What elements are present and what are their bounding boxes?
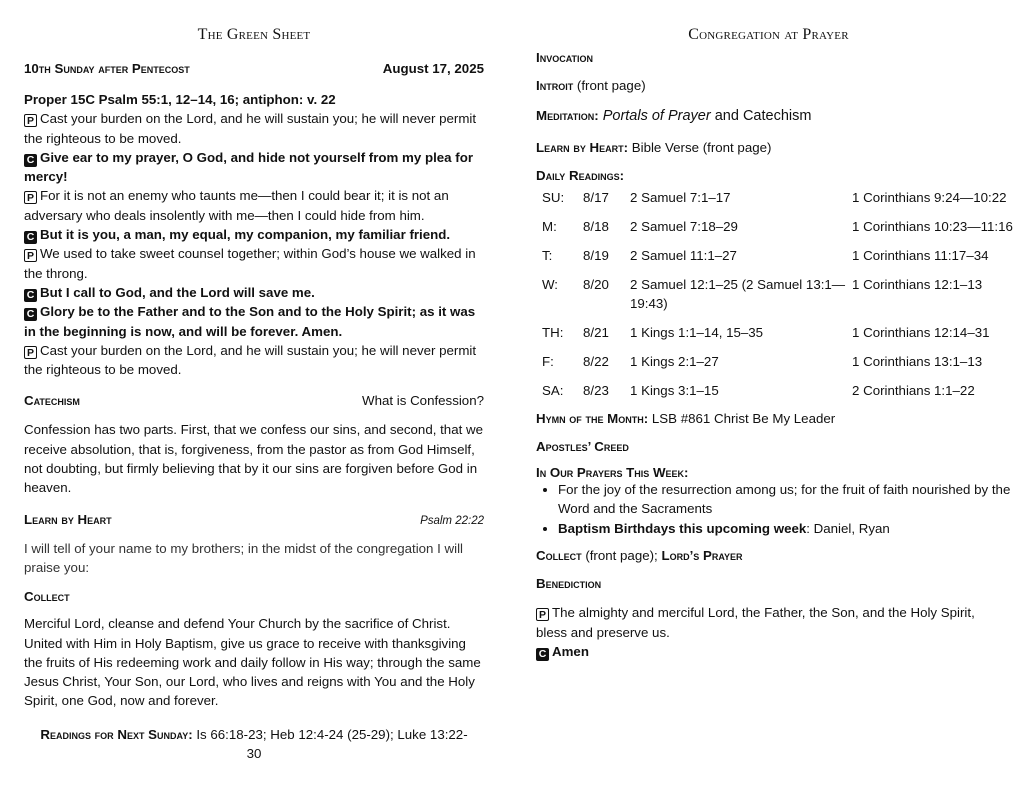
- reading-nt: 1 Corinthians 10:23—11:16: [852, 218, 1013, 234]
- psalm-responsive: [24, 109, 484, 379]
- reading-ot: 2 Samuel 7:18–29: [630, 218, 738, 234]
- introit-note: (front page): [576, 78, 646, 93]
- next-sunday-readings: Is 66:18-23; Heb 12:4-24 (25-29); Luke 13:22-30: [196, 726, 468, 762]
- reading-date: 8/20: [583, 276, 609, 292]
- reading-date: 8/22: [583, 353, 609, 369]
- reading-date: 8/17: [583, 189, 609, 205]
- collect-label: Collect: [536, 548, 582, 564]
- learn-value: Bible Verse (front page): [631, 139, 772, 155]
- lords-prayer: Lord’s Prayer: [661, 548, 743, 564]
- psalm-line: [24, 302, 484, 341]
- reading-ot: 1 Kings 1:1–14, 15–35: [630, 324, 764, 340]
- psalm-line: [24, 148, 484, 187]
- psalm-line: [24, 109, 484, 148]
- benediction-heading: Benediction: [536, 576, 602, 592]
- occasion: 10th Sunday after Pentecost: [24, 61, 190, 76]
- reading-day: M:: [542, 218, 557, 234]
- reading-row: [540, 347, 1024, 376]
- reading-row: [540, 183, 1024, 212]
- amen: Amen: [552, 643, 589, 659]
- catechism-text: Confession has two parts. First, that we confess our sins, and second, that we receive absolution, that is, forgiveness, from the pastor as from God Himself, not doubting, but firmly believing that by it our sins are forgiven before God in heaven.: [24, 422, 483, 496]
- learn-heading-row: [24, 512, 484, 527]
- reading-day: T:: [542, 247, 553, 263]
- psalm-line: [24, 225, 484, 244]
- meditation-label: Meditation:: [536, 108, 599, 124]
- pastor-badge-icon: P: [24, 346, 37, 359]
- reading-nt: 1 Corinthians 12:1–13: [852, 276, 983, 292]
- psalm-line-text: Glory be to the Father and to the Son and to the Holy Spirit; as it was in the beginning is now, and will be forever. Amen.: [24, 304, 476, 339]
- psalm-line-text: But it is you, a man, my equal, my companion, my familiar friend.: [40, 227, 451, 243]
- psalm-heading: Proper 15C Psalm 55:1, 12–14, 16; antiphon: v. 22: [24, 92, 336, 107]
- reading-nt: 1 Corinthians 13:1–13: [852, 353, 983, 369]
- psalm-line-text: For it is not an enemy who taunts me—then I could bear it; it is not an adversary who deals insolently with me—then I could hide from him.: [24, 188, 449, 223]
- prayers-heading: In Our Prayers This Week:: [536, 465, 689, 481]
- collect-heading: Collect: [24, 589, 70, 605]
- congregation-badge-icon: C: [536, 648, 549, 661]
- sheet-title: The Green Sheet: [197, 26, 311, 43]
- reading-date: 8/21: [583, 324, 609, 340]
- reading-ot: 1 Kings 2:1–27: [630, 353, 719, 369]
- reading-day: SU:: [542, 189, 565, 205]
- creed: Apostles’ Creed: [536, 439, 629, 455]
- reading-nt: 1 Corinthians 11:17–34: [852, 247, 989, 263]
- reading-day: W:: [542, 276, 559, 292]
- catechism-heading-row: [24, 393, 484, 408]
- prayer-item: [558, 519, 1024, 538]
- baptism-birthdays-label: Baptism Birthdays this upcoming week: [558, 520, 807, 536]
- reading-ot: 2 Samuel 12:1–25 (2 Samuel 13:1—19:43): [630, 276, 846, 311]
- left-column: [24, 0, 484, 763]
- meditation-title: Portals of Prayer: [602, 108, 711, 125]
- psalm-line-text: We used to take sweet counsel together; within God’s house we walked in the throng.: [24, 246, 476, 281]
- learn-line: [536, 138, 1024, 157]
- psalm-line-text: Give ear to my prayer, O God, and hide not yourself from my plea for mercy!: [24, 149, 473, 185]
- prayers-list: [536, 480, 1024, 538]
- collect-line: [536, 546, 1024, 565]
- reading-row: [540, 318, 1024, 347]
- pastor-badge-icon: P: [24, 191, 37, 204]
- catechism-heading: Catechism: [24, 393, 80, 409]
- invocation: Invocation: [536, 50, 594, 65]
- pastor-badge-icon: P: [536, 608, 549, 621]
- reading-day: SA:: [542, 382, 564, 398]
- baptism-birthdays-names: : Daniel, Ryan: [806, 520, 890, 536]
- reading-nt: 2 Corinthians 1:1–22: [852, 382, 975, 398]
- catechism-question: What is Confession?: [362, 393, 484, 409]
- psalm-line: [24, 186, 484, 225]
- psalm-line: [24, 341, 484, 380]
- reading-nt: 1 Corinthians 9:24—10:22: [852, 189, 1007, 205]
- congregation-badge-icon: C: [24, 231, 37, 244]
- reading-nt: 1 Corinthians 12:14–31: [852, 324, 990, 340]
- benediction-text: The almighty and merciful Lord, the Father, the Son, and the Holy Spirit, bless and preserve us.: [536, 605, 975, 640]
- reading-ot: 2 Samuel 11:1–27: [630, 247, 737, 263]
- hymn-line: [536, 409, 1024, 428]
- collect-note: (front page);: [585, 548, 658, 564]
- benediction-text-line: [536, 603, 976, 642]
- learn-reference: Psalm 22:22: [420, 514, 484, 527]
- psalm-line-text: Cast your burden on the Lord, and he will sustain you; he will never permit the righteous to be moved.: [24, 111, 477, 146]
- service-date: August 17, 2025: [382, 61, 484, 76]
- right-column: [536, 0, 1024, 661]
- reading-ot: 1 Kings 3:1–15: [630, 382, 719, 398]
- reading-row: [540, 376, 1024, 405]
- occasion-row: [24, 61, 484, 76]
- congregation-badge-icon: C: [24, 154, 37, 167]
- introit-label: Introit: [536, 78, 574, 93]
- pastor-badge-icon: P: [24, 249, 37, 262]
- psalm-line: [24, 244, 484, 283]
- congregation-badge-icon: C: [24, 289, 37, 302]
- daily-readings-table: [540, 183, 1024, 405]
- reading-date: 8/19: [583, 247, 609, 263]
- hymn-value: LSB #861 Christ Be My Leader: [651, 410, 836, 426]
- learn-text: I will tell of your name to my brothers; in the midst of the congregation I will praise you:: [24, 540, 463, 575]
- reading-day: TH:: [542, 324, 564, 340]
- introit-line: [536, 76, 1024, 95]
- meditation-line: [536, 106, 1024, 126]
- prayer-title: Congregation at Prayer: [688, 26, 849, 43]
- daily-readings-heading: Daily Readings:: [536, 167, 625, 183]
- reading-row: [540, 212, 1024, 241]
- psalm-line-text: Cast your burden on the Lord, and he will sustain you; he will never permit the righteous to be moved.: [24, 342, 477, 378]
- reading-ot: 2 Samuel 7:1–17: [630, 189, 731, 205]
- hymn-label: Hymn of the Month:: [536, 410, 649, 426]
- next-sunday-label: Readings for Next Sunday: [40, 726, 189, 742]
- learn-heading: Learn by Heart: [24, 511, 112, 527]
- pastor-badge-icon: P: [24, 114, 37, 127]
- next-sunday: Readings for Next Sunday: Is 66:18-23; Heb 12:4-24 (25-29); Luke 13:22-30: [40, 726, 468, 762]
- psalm-line-text: But I call to God, and the Lord will save me.: [40, 284, 315, 300]
- amen-line: [536, 642, 1024, 661]
- reading-date: 8/23: [583, 382, 609, 398]
- reading-day: F:: [542, 353, 554, 369]
- meditation-rest: and Catechism: [714, 108, 812, 125]
- congregation-badge-icon: C: [24, 308, 37, 321]
- reading-row: [540, 241, 1024, 270]
- psalm-line: [24, 283, 484, 302]
- collect-text: Merciful Lord, cleanse and defend Your Church by the sacrifice of Christ. United with Him in Holy Baptism, give us grace to receive with thanksgiving the fruits of His redeeming work and daily follow in His way; through the same Jesus Christ, Your Son, our Lord, who lives and reigns with You and the Holy Spirit, one God, now and forever.: [24, 616, 481, 709]
- reading-date: 8/18: [583, 218, 609, 234]
- prayer-item: • For the joy of the resurrection among us; for the fruit of faith nourished by the Word and the Sacraments: [558, 480, 1024, 519]
- reading-row: [540, 270, 1024, 318]
- learn-label: Learn by Heart:: [536, 139, 629, 155]
